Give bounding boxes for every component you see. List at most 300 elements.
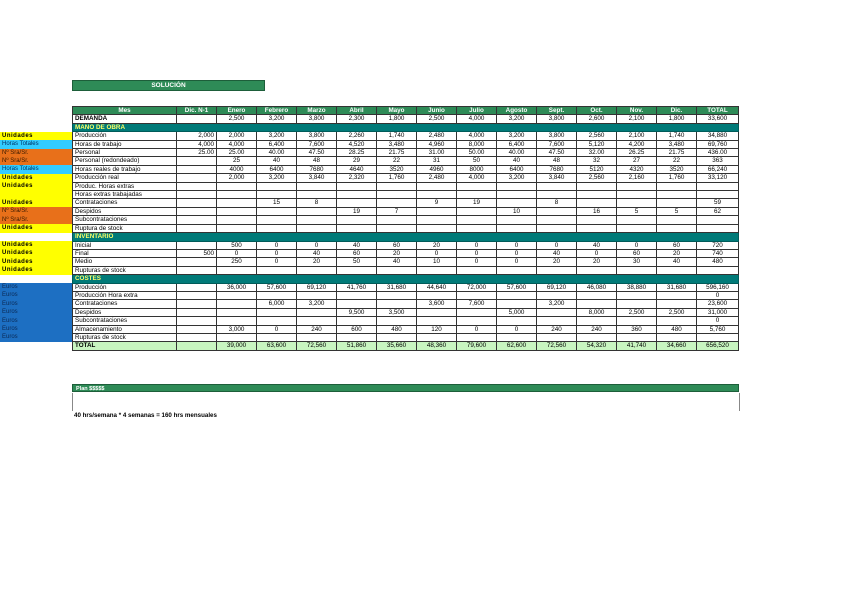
cell[interactable] bbox=[177, 115, 217, 123]
cell[interactable]: 40 bbox=[377, 258, 417, 266]
cell[interactable] bbox=[297, 308, 337, 316]
cell[interactable]: 72,000 bbox=[457, 283, 497, 291]
cell[interactable] bbox=[457, 333, 497, 341]
cell[interactable]: 36,000 bbox=[217, 283, 257, 291]
cell[interactable]: 21.75 bbox=[377, 149, 417, 157]
cell[interactable] bbox=[177, 266, 217, 274]
cell[interactable]: 41,740 bbox=[617, 342, 657, 350]
cell[interactable] bbox=[417, 191, 457, 199]
cell[interactable] bbox=[257, 317, 297, 325]
cell[interactable] bbox=[697, 216, 739, 224]
cell[interactable] bbox=[257, 333, 297, 341]
cell[interactable]: 4960 bbox=[417, 165, 457, 173]
cell[interactable]: 4000 bbox=[217, 165, 257, 173]
cell[interactable]: 72,560 bbox=[537, 342, 577, 350]
cell[interactable] bbox=[657, 191, 697, 199]
cell[interactable] bbox=[537, 191, 577, 199]
cell[interactable] bbox=[697, 266, 739, 274]
cell[interactable]: 8 bbox=[297, 199, 337, 207]
cell[interactable]: 3,480 bbox=[377, 140, 417, 148]
cell[interactable]: 436.00 bbox=[697, 149, 739, 157]
cell[interactable]: 4,000 bbox=[217, 140, 257, 148]
cell[interactable]: 0 bbox=[257, 249, 297, 257]
cell[interactable]: 31,000 bbox=[697, 308, 739, 316]
cell[interactable]: 3,480 bbox=[657, 140, 697, 148]
cell[interactable]: 29 bbox=[337, 157, 377, 165]
cell[interactable]: 28.25 bbox=[337, 149, 377, 157]
cell[interactable]: 7,600 bbox=[457, 300, 497, 308]
cell[interactable]: 4,000 bbox=[457, 132, 497, 140]
cell[interactable] bbox=[497, 199, 537, 207]
cell[interactable]: 3,000 bbox=[217, 325, 257, 333]
cell[interactable]: 4,200 bbox=[617, 140, 657, 148]
cell[interactable]: 8,000 bbox=[577, 308, 617, 316]
cell[interactable]: 720 bbox=[697, 241, 739, 249]
cell[interactable] bbox=[177, 317, 217, 325]
cell[interactable]: 0 bbox=[537, 241, 577, 249]
cell[interactable] bbox=[457, 308, 497, 316]
cell[interactable] bbox=[377, 191, 417, 199]
cell[interactable]: 0 bbox=[697, 317, 739, 325]
cell[interactable]: 3,800 bbox=[537, 132, 577, 140]
cell[interactable]: 1,800 bbox=[377, 115, 417, 123]
cell[interactable]: 69,120 bbox=[297, 283, 337, 291]
cell[interactable] bbox=[617, 182, 657, 190]
cell[interactable]: 6,400 bbox=[497, 140, 537, 148]
cell[interactable] bbox=[537, 224, 577, 232]
cell[interactable] bbox=[577, 317, 617, 325]
cell[interactable]: 59 bbox=[697, 199, 739, 207]
cell[interactable] bbox=[697, 224, 739, 232]
cell[interactable] bbox=[377, 266, 417, 274]
cell[interactable]: 0 bbox=[217, 249, 257, 257]
cell[interactable] bbox=[337, 317, 377, 325]
cell[interactable]: 57,600 bbox=[257, 283, 297, 291]
cell[interactable]: 0 bbox=[617, 241, 657, 249]
cell[interactable] bbox=[617, 224, 657, 232]
cell[interactable] bbox=[177, 308, 217, 316]
cell[interactable]: 16 bbox=[577, 207, 617, 215]
cell[interactable]: 40.00 bbox=[257, 149, 297, 157]
cell[interactable]: 2,500 bbox=[417, 115, 457, 123]
cell[interactable]: 3,840 bbox=[297, 174, 337, 182]
cell[interactable] bbox=[377, 300, 417, 308]
cell[interactable]: 3,200 bbox=[297, 300, 337, 308]
cell[interactable]: 3,200 bbox=[537, 300, 577, 308]
cell[interactable] bbox=[457, 191, 497, 199]
cell[interactable]: 0 bbox=[257, 241, 297, 249]
cell[interactable]: 250 bbox=[217, 258, 257, 266]
cell[interactable]: 20 bbox=[417, 241, 457, 249]
cell[interactable]: 20 bbox=[657, 249, 697, 257]
cell[interactable] bbox=[177, 342, 217, 350]
cell[interactable]: 19 bbox=[457, 199, 497, 207]
cell[interactable] bbox=[297, 224, 337, 232]
cell[interactable]: 3,800 bbox=[297, 115, 337, 123]
cell[interactable] bbox=[337, 224, 377, 232]
cell[interactable]: 0 bbox=[697, 291, 739, 299]
cell[interactable] bbox=[577, 224, 617, 232]
cell[interactable]: 9,500 bbox=[337, 308, 377, 316]
cell[interactable]: 5,760 bbox=[697, 325, 739, 333]
cell[interactable]: 5,120 bbox=[577, 140, 617, 148]
cell[interactable] bbox=[537, 317, 577, 325]
cell[interactable]: 60 bbox=[377, 241, 417, 249]
cell[interactable]: 23,600 bbox=[697, 300, 739, 308]
cell[interactable]: 4,000 bbox=[457, 115, 497, 123]
cell[interactable]: 60 bbox=[617, 249, 657, 257]
cell[interactable] bbox=[657, 224, 697, 232]
cell[interactable]: 6400 bbox=[257, 165, 297, 173]
cell[interactable] bbox=[297, 207, 337, 215]
cell[interactable]: 8 bbox=[537, 199, 577, 207]
cell[interactable]: 360 bbox=[617, 325, 657, 333]
cell[interactable]: 10 bbox=[497, 207, 537, 215]
cell[interactable]: 21.75 bbox=[657, 149, 697, 157]
cell[interactable]: 31.00 bbox=[417, 149, 457, 157]
cell[interactable]: 3520 bbox=[377, 165, 417, 173]
cell[interactable] bbox=[337, 266, 377, 274]
cell[interactable] bbox=[297, 191, 337, 199]
cell[interactable]: 47.50 bbox=[537, 149, 577, 157]
cell[interactable]: 31,680 bbox=[377, 283, 417, 291]
cell[interactable]: 240 bbox=[297, 325, 337, 333]
cell[interactable] bbox=[297, 291, 337, 299]
cell[interactable] bbox=[457, 224, 497, 232]
cell[interactable]: 4,960 bbox=[417, 140, 457, 148]
cell[interactable] bbox=[657, 317, 697, 325]
cell[interactable] bbox=[217, 216, 257, 224]
cell[interactable]: 1,800 bbox=[657, 115, 697, 123]
cell[interactable] bbox=[177, 174, 217, 182]
cell[interactable] bbox=[417, 182, 457, 190]
cell[interactable] bbox=[617, 216, 657, 224]
cell[interactable]: 26.25 bbox=[617, 149, 657, 157]
cell[interactable] bbox=[457, 266, 497, 274]
cell[interactable]: 7680 bbox=[297, 165, 337, 173]
cell[interactable]: 34,880 bbox=[697, 132, 739, 140]
cell[interactable]: 60 bbox=[657, 241, 697, 249]
cell[interactable]: 48,360 bbox=[417, 342, 457, 350]
cell[interactable]: 9 bbox=[417, 199, 457, 207]
cell[interactable] bbox=[377, 333, 417, 341]
cell[interactable]: 50 bbox=[457, 157, 497, 165]
cell[interactable] bbox=[697, 182, 739, 190]
cell[interactable]: 656,520 bbox=[697, 342, 739, 350]
cell[interactable] bbox=[417, 224, 457, 232]
cell[interactable]: 2,560 bbox=[577, 132, 617, 140]
cell[interactable] bbox=[257, 224, 297, 232]
cell[interactable] bbox=[337, 333, 377, 341]
cell[interactable]: 79,600 bbox=[457, 342, 497, 350]
cell[interactable]: 32 bbox=[577, 157, 617, 165]
cell[interactable]: 20 bbox=[577, 258, 617, 266]
cell[interactable] bbox=[417, 207, 457, 215]
cell[interactable] bbox=[657, 266, 697, 274]
cell[interactable]: 0 bbox=[457, 249, 497, 257]
cell[interactable]: 40 bbox=[297, 249, 337, 257]
cell[interactable] bbox=[177, 333, 217, 341]
cell[interactable]: 8000 bbox=[457, 165, 497, 173]
cell[interactable]: 57,600 bbox=[497, 283, 537, 291]
cell[interactable]: 66,240 bbox=[697, 165, 739, 173]
cell[interactable] bbox=[697, 333, 739, 341]
cell[interactable] bbox=[697, 191, 739, 199]
cell[interactable] bbox=[617, 199, 657, 207]
cell[interactable] bbox=[217, 300, 257, 308]
cell[interactable] bbox=[337, 291, 377, 299]
cell[interactable] bbox=[617, 317, 657, 325]
cell[interactable] bbox=[257, 182, 297, 190]
cell[interactable] bbox=[577, 300, 617, 308]
cell[interactable]: 33,120 bbox=[697, 174, 739, 182]
cell[interactable]: 51,860 bbox=[337, 342, 377, 350]
cell[interactable] bbox=[377, 317, 417, 325]
cell[interactable]: 6,000 bbox=[257, 300, 297, 308]
cell[interactable]: 20 bbox=[377, 249, 417, 257]
cell[interactable]: 0 bbox=[497, 325, 537, 333]
cell[interactable]: 2,000 bbox=[177, 132, 217, 140]
cell[interactable]: 20 bbox=[537, 258, 577, 266]
cell[interactable]: 5120 bbox=[577, 165, 617, 173]
cell[interactable] bbox=[617, 266, 657, 274]
cell[interactable]: 5 bbox=[617, 207, 657, 215]
cell[interactable] bbox=[217, 207, 257, 215]
cell[interactable]: 72,560 bbox=[297, 342, 337, 350]
cell[interactable]: 0 bbox=[577, 249, 617, 257]
cell[interactable]: 62,600 bbox=[497, 342, 537, 350]
cell[interactable] bbox=[177, 224, 217, 232]
cell[interactable] bbox=[217, 291, 257, 299]
cell[interactable]: 50 bbox=[337, 258, 377, 266]
cell[interactable] bbox=[457, 317, 497, 325]
cell[interactable] bbox=[337, 191, 377, 199]
cell[interactable] bbox=[497, 182, 537, 190]
cell[interactable]: 22 bbox=[377, 157, 417, 165]
cell[interactable]: 0 bbox=[497, 249, 537, 257]
cell[interactable] bbox=[537, 333, 577, 341]
cell[interactable]: 40 bbox=[497, 157, 537, 165]
cell[interactable]: 7,600 bbox=[537, 140, 577, 148]
cell[interactable] bbox=[377, 199, 417, 207]
cell[interactable]: 1,760 bbox=[377, 174, 417, 182]
cell[interactable]: 4,000 bbox=[457, 174, 497, 182]
cell[interactable] bbox=[217, 199, 257, 207]
cell[interactable]: 30 bbox=[617, 258, 657, 266]
cell[interactable]: 480 bbox=[657, 325, 697, 333]
cell[interactable]: 500 bbox=[217, 241, 257, 249]
cell[interactable]: 2,300 bbox=[337, 115, 377, 123]
cell[interactable] bbox=[337, 182, 377, 190]
cell[interactable]: 2,260 bbox=[337, 132, 377, 140]
cell[interactable]: 3,200 bbox=[257, 132, 297, 140]
cell[interactable] bbox=[577, 199, 617, 207]
cell[interactable] bbox=[257, 291, 297, 299]
cell[interactable]: 0 bbox=[497, 258, 537, 266]
cell[interactable] bbox=[257, 207, 297, 215]
cell[interactable] bbox=[417, 266, 457, 274]
cell[interactable]: 19 bbox=[337, 207, 377, 215]
cell[interactable] bbox=[457, 291, 497, 299]
cell[interactable] bbox=[177, 216, 217, 224]
cell[interactable]: 0 bbox=[417, 249, 457, 257]
cell[interactable]: 600 bbox=[337, 325, 377, 333]
cell[interactable] bbox=[297, 182, 337, 190]
cell[interactable] bbox=[617, 333, 657, 341]
cell[interactable]: 2,500 bbox=[617, 308, 657, 316]
cell[interactable]: 2,560 bbox=[577, 174, 617, 182]
cell[interactable]: 4,000 bbox=[177, 140, 217, 148]
cell[interactable]: 2,160 bbox=[617, 174, 657, 182]
cell[interactable]: 2,320 bbox=[337, 174, 377, 182]
cell[interactable] bbox=[497, 317, 537, 325]
cell[interactable]: 240 bbox=[537, 325, 577, 333]
cell[interactable] bbox=[537, 308, 577, 316]
cell[interactable]: 480 bbox=[377, 325, 417, 333]
cell[interactable] bbox=[177, 291, 217, 299]
cell[interactable]: 20 bbox=[297, 258, 337, 266]
cell[interactable]: 7 bbox=[377, 207, 417, 215]
cell[interactable]: 0 bbox=[497, 241, 537, 249]
cell[interactable] bbox=[337, 216, 377, 224]
cell[interactable] bbox=[177, 182, 217, 190]
cell[interactable]: 3520 bbox=[657, 165, 697, 173]
cell[interactable] bbox=[257, 191, 297, 199]
cell[interactable] bbox=[457, 216, 497, 224]
cell[interactable]: 3,840 bbox=[537, 174, 577, 182]
cell[interactable]: 41,760 bbox=[337, 283, 377, 291]
cell[interactable]: 40 bbox=[657, 258, 697, 266]
cell[interactable] bbox=[657, 300, 697, 308]
cell[interactable] bbox=[537, 266, 577, 274]
cell[interactable]: 25.00 bbox=[177, 149, 217, 157]
cell[interactable]: 2,000 bbox=[217, 174, 257, 182]
cell[interactable]: 15 bbox=[257, 199, 297, 207]
cell[interactable]: 7680 bbox=[537, 165, 577, 173]
cell[interactable] bbox=[177, 157, 217, 165]
cell[interactable] bbox=[657, 333, 697, 341]
cell[interactable] bbox=[537, 182, 577, 190]
cell[interactable] bbox=[577, 182, 617, 190]
cell[interactable] bbox=[417, 216, 457, 224]
cell[interactable] bbox=[577, 216, 617, 224]
cell[interactable]: 6400 bbox=[497, 165, 537, 173]
cell[interactable]: 40 bbox=[337, 241, 377, 249]
cell[interactable]: 120 bbox=[417, 325, 457, 333]
cell[interactable] bbox=[217, 333, 257, 341]
cell[interactable] bbox=[657, 182, 697, 190]
cell[interactable]: 54,320 bbox=[577, 342, 617, 350]
cell[interactable]: 48 bbox=[537, 157, 577, 165]
cell[interactable]: 2,480 bbox=[417, 174, 457, 182]
cell[interactable]: 1,760 bbox=[657, 174, 697, 182]
cell[interactable] bbox=[257, 216, 297, 224]
cell[interactable]: 3,600 bbox=[417, 300, 457, 308]
cell[interactable] bbox=[617, 300, 657, 308]
cell[interactable]: 240 bbox=[577, 325, 617, 333]
cell[interactable]: 34,660 bbox=[657, 342, 697, 350]
cell[interactable]: 740 bbox=[697, 249, 739, 257]
cell[interactable] bbox=[537, 291, 577, 299]
cell[interactable] bbox=[217, 308, 257, 316]
cell[interactable] bbox=[177, 241, 217, 249]
cell[interactable] bbox=[217, 182, 257, 190]
cell[interactable] bbox=[617, 191, 657, 199]
cell[interactable] bbox=[577, 333, 617, 341]
cell[interactable]: 2,500 bbox=[657, 308, 697, 316]
cell[interactable]: 2,100 bbox=[617, 132, 657, 140]
cell[interactable] bbox=[657, 199, 697, 207]
cell[interactable]: 6,400 bbox=[257, 140, 297, 148]
cell[interactable] bbox=[417, 333, 457, 341]
cell[interactable] bbox=[457, 182, 497, 190]
cell[interactable] bbox=[377, 224, 417, 232]
cell[interactable] bbox=[177, 207, 217, 215]
cell[interactable]: 3,500 bbox=[377, 308, 417, 316]
cell[interactable] bbox=[617, 291, 657, 299]
cell[interactable]: 10 bbox=[417, 258, 457, 266]
cell[interactable] bbox=[297, 216, 337, 224]
cell[interactable]: 0 bbox=[257, 258, 297, 266]
cell[interactable]: 38,880 bbox=[617, 283, 657, 291]
cell[interactable] bbox=[537, 216, 577, 224]
cell[interactable]: 27 bbox=[617, 157, 657, 165]
cell[interactable] bbox=[417, 317, 457, 325]
cell[interactable]: 50.00 bbox=[457, 149, 497, 157]
cell[interactable]: 0 bbox=[297, 241, 337, 249]
cell[interactable]: 33,600 bbox=[697, 115, 739, 123]
cell[interactable] bbox=[417, 308, 457, 316]
cell[interactable]: 8,000 bbox=[457, 140, 497, 148]
cell[interactable] bbox=[177, 199, 217, 207]
cell[interactable] bbox=[497, 224, 537, 232]
cell[interactable]: 40 bbox=[577, 241, 617, 249]
cell[interactable] bbox=[217, 266, 257, 274]
cell[interactable] bbox=[657, 291, 697, 299]
cell[interactable]: 0 bbox=[457, 258, 497, 266]
cell[interactable]: 3,800 bbox=[297, 132, 337, 140]
cell[interactable]: 31 bbox=[417, 157, 457, 165]
cell[interactable] bbox=[177, 325, 217, 333]
cell[interactable]: 63,600 bbox=[257, 342, 297, 350]
cell[interactable] bbox=[297, 266, 337, 274]
cell[interactable] bbox=[497, 266, 537, 274]
cell[interactable] bbox=[537, 207, 577, 215]
cell[interactable]: 5 bbox=[657, 207, 697, 215]
cell[interactable] bbox=[177, 258, 217, 266]
cell[interactable]: 7,600 bbox=[297, 140, 337, 148]
cell[interactable]: 48 bbox=[297, 157, 337, 165]
cell[interactable]: 2,000 bbox=[217, 132, 257, 140]
cell[interactable]: 500 bbox=[177, 249, 217, 257]
cell[interactable] bbox=[497, 300, 537, 308]
cell[interactable] bbox=[337, 199, 377, 207]
cell[interactable] bbox=[177, 191, 217, 199]
cell[interactable] bbox=[337, 300, 377, 308]
cell[interactable]: 2,500 bbox=[217, 115, 257, 123]
cell[interactable]: 25.00 bbox=[217, 149, 257, 157]
cell[interactable]: 47.50 bbox=[297, 149, 337, 157]
cell[interactable]: 1,740 bbox=[657, 132, 697, 140]
cell[interactable]: 44,640 bbox=[417, 283, 457, 291]
cell[interactable] bbox=[577, 191, 617, 199]
cell[interactable] bbox=[577, 266, 617, 274]
cell[interactable]: 0 bbox=[257, 325, 297, 333]
cell[interactable]: 69,120 bbox=[537, 283, 577, 291]
cell[interactable]: 35,660 bbox=[377, 342, 417, 350]
cell[interactable] bbox=[257, 308, 297, 316]
cell[interactable]: 4,520 bbox=[337, 140, 377, 148]
